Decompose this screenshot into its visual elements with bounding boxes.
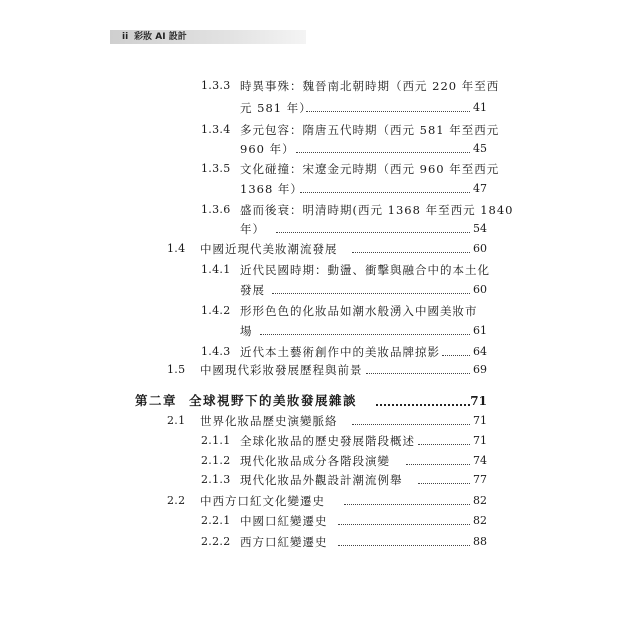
toc-page: 45 (473, 142, 487, 155)
toc-leader-dots (344, 504, 470, 505)
toc-title: 中國現代彩妝發展歷程與前景 (200, 363, 363, 377)
toc-entry-continuation[interactable] (0, 179, 640, 199)
toc-leader-dots (366, 373, 470, 374)
toc-leader-dots (376, 404, 470, 406)
toc-leader-dots (352, 424, 470, 425)
toc-chapter-number: 第二章 (135, 393, 178, 408)
toc-leader-dots (418, 444, 470, 445)
toc-title: 世界化妝品歷史演變脈絡 (200, 414, 338, 428)
toc-title: 現代化妝品成分各階段演變 (240, 454, 390, 468)
toc-page: 88 (473, 535, 487, 548)
toc-page: 60 (473, 242, 487, 255)
toc-title: 形形色色的化妝品如潮水般湧入中國美妝市 (240, 304, 478, 318)
toc-number: 2.2.1 (201, 514, 231, 527)
toc-leader-dots (406, 464, 470, 465)
toc-title: 全球化妝品的歷史發展階段概述 (240, 434, 415, 448)
toc-entry[interactable] (0, 159, 640, 179)
toc-title-continuation: 發展 (240, 283, 265, 297)
toc-entry[interactable] (0, 470, 640, 490)
toc-title: 中國口紅變遷史 (240, 514, 328, 528)
toc-entry[interactable] (0, 491, 640, 511)
toc-entry[interactable] (0, 239, 640, 259)
toc-leader-dots (306, 111, 470, 112)
toc-entry[interactable] (0, 511, 640, 531)
toc-page: 64 (473, 345, 487, 358)
toc-page: 82 (473, 514, 487, 527)
toc-page: 61 (473, 324, 487, 337)
toc-title-continuation: 場 (240, 324, 253, 338)
toc-title: 中西方口紅文化變遷史 (200, 494, 325, 508)
toc-title-continuation: 1368 年） (240, 182, 303, 196)
toc-leader-dots (300, 192, 470, 193)
toc-title: 文化碰撞：宋遼金元時期（西元 960 年至西元 (240, 162, 500, 176)
toc-page: 77 (473, 473, 487, 486)
toc-page: 71 (473, 414, 487, 427)
toc-chapter-title: 全球視野下的美妝發展雜談 (189, 393, 358, 408)
toc-title: 多元包容：隋唐五代時期（西元 581 年至西元 (240, 123, 500, 137)
toc-number: 1.3.6 (201, 203, 231, 216)
toc-entry-continuation[interactable] (0, 321, 640, 341)
toc-number: 1.4.2 (201, 304, 231, 317)
toc-number: 2.1 (167, 414, 186, 427)
toc-number: 2.1.1 (201, 434, 231, 447)
toc-title-continuation: 元 581 年） (240, 101, 312, 115)
toc-entry[interactable] (0, 260, 640, 280)
toc-number: 1.5 (167, 363, 186, 376)
toc-title: 近代民國時期：動盪、衝擊與融合中的本土化 (240, 263, 490, 277)
toc-leader-dots (442, 355, 470, 356)
toc-entry-continuation[interactable] (0, 98, 640, 118)
toc-title: 盛而後衰：明清時期(西元 1368 年至西元 1840 (240, 203, 514, 217)
toc-page: 71 (473, 434, 487, 447)
toc-title-continuation: 960 年） (240, 142, 295, 156)
toc-leader-dots (296, 152, 470, 153)
toc-entry[interactable] (0, 451, 640, 471)
toc-page: 69 (473, 363, 487, 376)
toc-number: 1.3.3 (201, 79, 231, 92)
toc-leader-dots (418, 483, 470, 484)
toc-number: 1.4.3 (201, 345, 231, 358)
toc-title: 西方口紅變遷史 (240, 535, 328, 549)
toc-number: 2.1.2 (201, 454, 231, 467)
toc-chapter-entry[interactable] (0, 391, 640, 411)
toc-page: 71 (470, 394, 487, 408)
header-book-title: 彩妝 AI 設計 (134, 32, 187, 42)
toc-page: 60 (473, 283, 487, 296)
toc-entry[interactable] (0, 301, 640, 321)
toc-entry[interactable] (0, 360, 640, 380)
toc-title: 時異事殊：魏晉南北朝時期（西元 220 年至西 (240, 79, 500, 93)
toc-entry[interactable] (0, 200, 640, 220)
toc-leader-dots (338, 524, 470, 525)
toc-leader-dots (260, 334, 470, 335)
toc-number: 1.3.4 (201, 123, 231, 136)
toc-page: 82 (473, 494, 487, 507)
toc-number: 2.2.2 (201, 535, 231, 548)
toc-title: 中國近現代美妝潮流發展 (200, 242, 338, 256)
toc-number: 1.4.1 (201, 263, 231, 276)
running-header (122, 30, 187, 44)
header-page-numeral: ii (122, 32, 129, 42)
toc-entry[interactable] (0, 411, 640, 431)
toc-number: 1.4 (167, 242, 186, 255)
toc-entry[interactable] (0, 342, 640, 362)
toc-entry[interactable] (0, 532, 640, 552)
toc-page: 74 (473, 454, 487, 467)
toc-number: 2.1.3 (201, 473, 231, 486)
toc-leader-dots (338, 545, 470, 546)
toc-entry[interactable] (0, 76, 640, 96)
toc-title: 近代本土藝術創作中的美妝品牌掠影 (240, 345, 440, 359)
toc-entry[interactable] (0, 431, 640, 451)
toc-entry-continuation[interactable] (0, 219, 640, 239)
toc-page: 54 (473, 222, 487, 235)
toc-entry-continuation[interactable] (0, 139, 640, 159)
toc-entry-continuation[interactable] (0, 280, 640, 300)
toc-leader-dots (276, 232, 470, 233)
toc-leader-dots (352, 252, 470, 253)
toc-leader-dots (272, 293, 470, 294)
toc-number: 1.3.5 (201, 162, 231, 175)
toc-page: 41 (473, 101, 487, 114)
toc-title: 現代化妝品外觀設計潮流例舉 (240, 473, 403, 487)
toc-page: 47 (473, 182, 487, 195)
toc-title-continuation: 年） (240, 222, 265, 236)
toc-number: 2.2 (167, 494, 186, 507)
toc-entry[interactable] (0, 120, 640, 140)
